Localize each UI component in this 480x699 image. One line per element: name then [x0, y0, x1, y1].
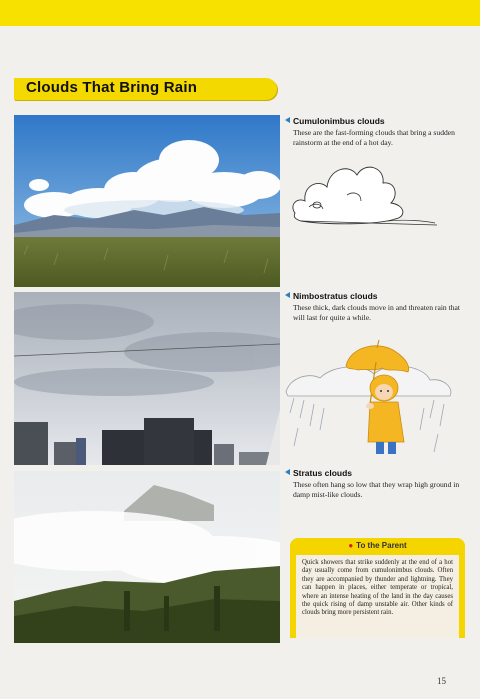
- page-title: Clouds That Bring Rain: [26, 79, 198, 96]
- parent-box-header: [290, 538, 465, 554]
- parent-box-heading: To the Parent: [356, 541, 407, 550]
- pointer-arrow-icon: [285, 292, 290, 298]
- pointer-arrow-icon: [285, 117, 290, 123]
- caption-text: These thick, dark clouds move in and threaten rain that will last for quite a while.: [293, 303, 461, 322]
- bullet-icon: ●: [348, 541, 354, 550]
- child-umbrella-illustration: [284, 338, 454, 466]
- caption-text: These are the fast-forming clouds that bring a sudden rainstorm at the end of a hot day.: [293, 128, 455, 147]
- to-the-parent-box: [290, 538, 465, 638]
- cumulonimbus-photo: [14, 115, 280, 287]
- section-title-banner: [14, 78, 277, 100]
- page-number: 15: [437, 676, 446, 686]
- stratus-photo: [14, 471, 280, 643]
- stratus-caption: [285, 468, 460, 499]
- nimbostratus-photo: [14, 292, 280, 465]
- caption-heading: Nimbostratus clouds: [293, 291, 378, 301]
- caption-text: These often hang so low that they wrap high ground in damp mist-like clouds.: [293, 480, 460, 499]
- caption-heading: Stratus clouds: [293, 468, 353, 478]
- cumulonimbus-drawing: [287, 155, 437, 235]
- cumulonimbus-caption: [285, 116, 460, 147]
- nimbostratus-caption: [285, 291, 460, 322]
- top-color-bar: [0, 0, 480, 26]
- parent-box-text: Quick showers that strike suddenly at the end of a hot day usually come from cumulonimbus clouds. Often they are accompanied by thunder and lightning. They can happen in places, either temperate or tropical, where an intense heating of the land in the day causes the quick rising of damp unstable air. Other kinds of clouds bring more persistent rain.: [296, 555, 459, 638]
- pointer-arrow-icon: [285, 469, 290, 475]
- caption-heading: Cumulonimbus clouds: [293, 116, 385, 126]
